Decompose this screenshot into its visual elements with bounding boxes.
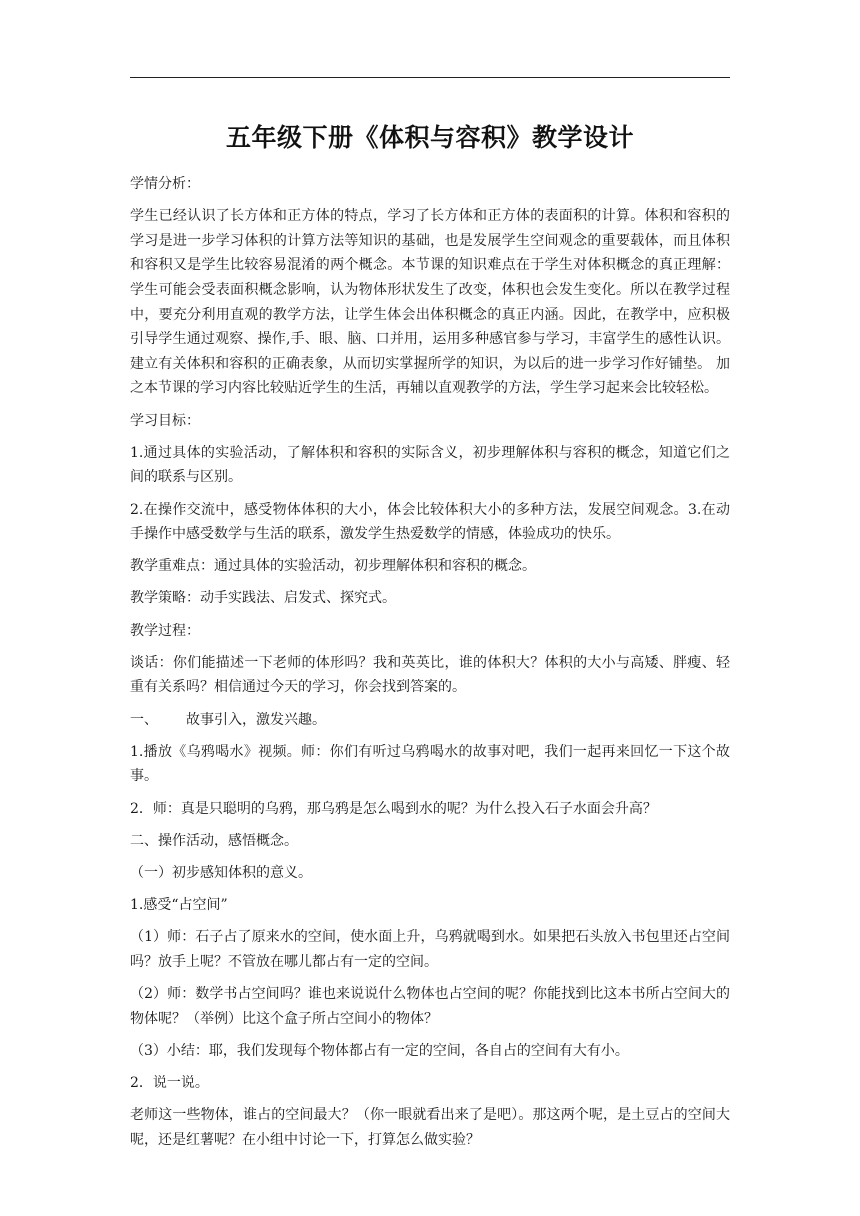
say-heading: 2．说一说。 — [130, 1075, 209, 1092]
key-points-paragraph: 教学重难点：通过具体的实验活动，初步理解体积和容积的概念。 — [130, 558, 536, 575]
part-one-title: 故事引入，激发兴趣。 — [186, 711, 326, 728]
item-2-paragraph: （2）师：数学书占空间吗？谁也来说说什么物体也占空间的呢？你能找到比这本书所占空间大的物体呢？（举例）比这个盒子所占空间小的物体？ — [130, 986, 730, 1027]
document-title: 五年级下册《体积与容积》教学设计 — [225, 123, 634, 152]
item-1-paragraph: （1）师：石子占了原来水的空间，使水面上升，乌鸦就喝到水。如果把石头放入书包里还占空间吗？放手上呢？不管放在哪儿都占有一定的空间。 — [130, 929, 730, 970]
header-rule — [130, 77, 730, 78]
part-one-number: 一、 — [130, 711, 158, 728]
document-body — [130, 172, 730, 1160]
talk-paragraph: 谈话：你们能描述一下老师的体形吗？我和英英比，谁的体积大？体积的大小与高矮、胖瘦、轻重有关系吗？相信通过今天的学习，你会找到答案的。 — [130, 654, 730, 696]
teacher-objects-paragraph: 老师这一些物体，谁占的空间最大？（你一眼就看出来了是吧）。那这两个呢，是土豆占的空间大呢，还是红薯呢？在小组中讨论一下，打算怎么做实验？ — [130, 1107, 730, 1148]
analysis-paragraph: 学生已经认识了长方体和正方体的特点，学习了长方体和正方体的表面积的计算。体积和容积的学习是进一步学习体积的计算方法等知识的基础，也是发展学生空间观念的重要载体，而且体积和容积又是学生比较容易混淆的两个概念。本节课的知识难点在于学生对体积概念的真正理解：学生可能会受表面积概念影响，认为物体形状发生了改变，体积也会发生变化。所以在教学过程中，要充分利用直观的教学方法，让学生体会出体积概念的真正内涵。因此，在教学中，应积极引导学生通过观察、操作,手、眼、脑、口并用，运用多种感官参与学习，丰富学生的感性认识。建立有关体积和容积的正确表象，从而切实掌握所学的知识，为以后的进一步学习作好铺垫。 加之本节课的学习内容比较贴近学生的生活，再辅以直观教学的方法，学生学习起来会比较轻松。 — [130, 208, 730, 397]
analysis-label: 学情分析： — [130, 176, 200, 192]
strategy-paragraph: 教学策略：动手实践法、启发式、探究式。 — [130, 590, 396, 607]
goal-2-paragraph: 2.在操作交流中，感受物体体积的大小，体会比较体积大小的多种方法，发展空间观念。3.在动手操作中感受数学与生活的联系，激发学生热爱数学的情感，体验成功的快乐。 — [130, 501, 730, 543]
feel-space-heading: 1.感受“占空间” — [130, 897, 228, 914]
goal-1-paragraph: 1.通过具体的实验活动，了解体积和容积的实际含义，初步理解体积与容积的概念，知道它们之间的联系与区别。 — [130, 444, 730, 486]
item-3-paragraph: （3）小结：耶，我们发现每个物体都占有一定的空间，各自占的空间有大有小。 — [130, 1042, 629, 1059]
part-two-heading: 二、操作活动，感悟概念。 — [130, 832, 298, 849]
step-2-paragraph: 2．师：真是只聪明的乌鸦，那乌鸦是怎么喝到水的呢？为什么投入石子水面会升高？ — [130, 800, 657, 817]
part-one-heading — [130, 708, 730, 733]
sub-one-heading: （一）初步感知体积的意义。 — [130, 864, 312, 881]
process-label: 教学过程： — [130, 622, 200, 639]
step-1-paragraph: 1.播放《乌鸦喝水》视频。师：你们有听过乌鸦喝水的故事对吧，我们一起再来回忆一下这个故事。 — [130, 743, 730, 785]
goals-label: 学习目标： — [130, 412, 200, 429]
